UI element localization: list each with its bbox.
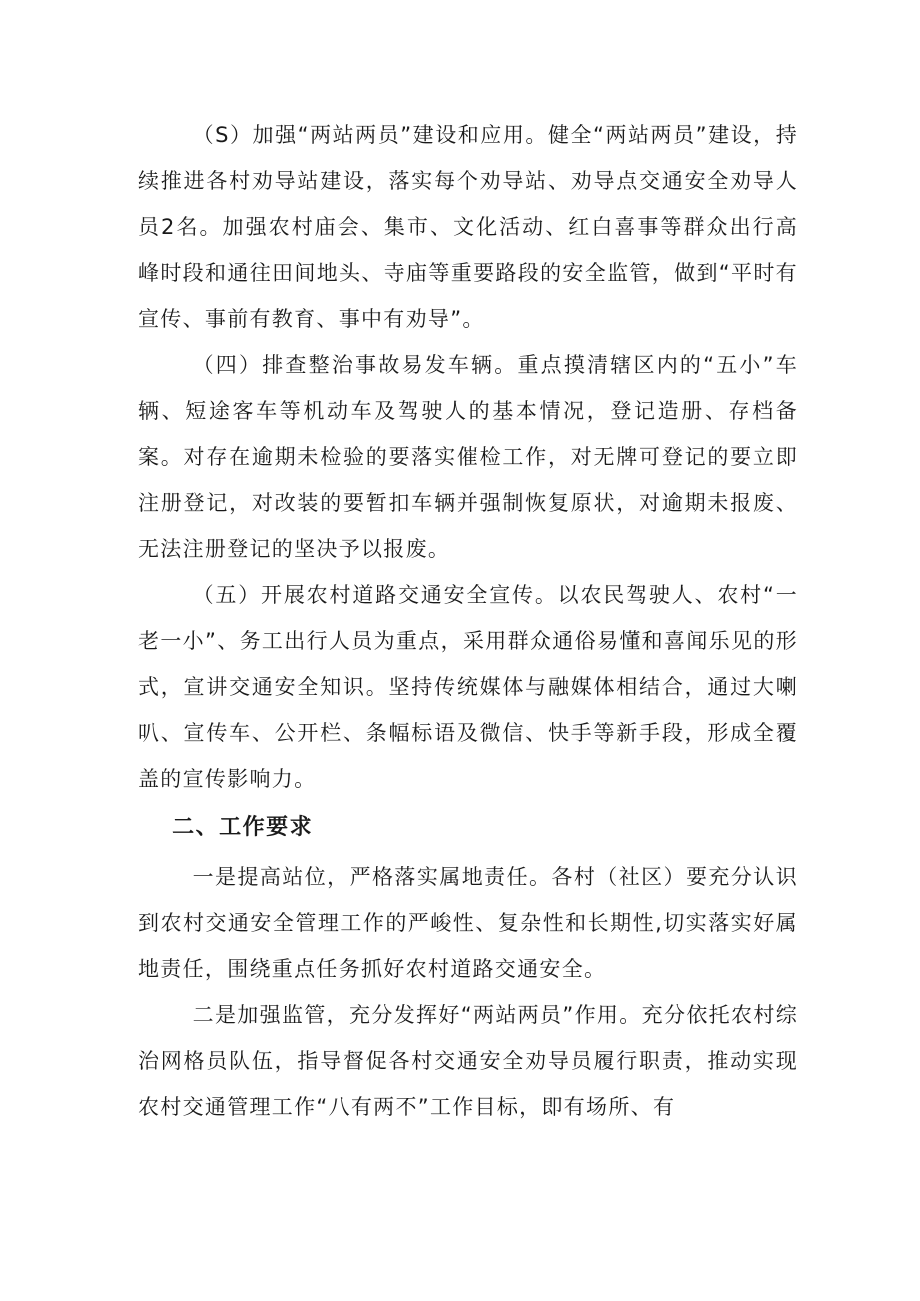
document-body [138, 112, 798, 1130]
paragraph-two-stations: （S）加强“两站两员”建设和应用。健全“两站两员”建设，持续推进各村劝导站建设，落实每个劝导站、劝导点交通安全劝导人员2名。加强农村庙会、集市、文化活动、红白喜事等群众出行高峰时段和通往田间地头、寺庙等重要路段的安全监管，做到“平时有宣传、事前有教育、事中有劝导”。 [138, 123, 798, 331]
paragraph-vehicle-inspection: （四）排查整治事故易发车辆。重点摸清辖区内的“五小”车辆、短途客车等机动车及驾驶人的基本情况，登记造册、存档备案。对存在逾期未检验的要落实催检工作，对无牌可登记的要立即注册登记，对改装的要暂扣车辆并强制恢复原状，对逾期未报废、无法注册登记的坚决予以报废。 [138, 353, 798, 561]
requirement-two: 二是加强监管，充分发挥好“两站两员”作用。充分依托农村综治网格员队伍，指导督促各村交通安全劝导员履行职责，推动实现农村交通管理工作“八有两不”工作目标，即有场所、有 [138, 1003, 798, 1119]
requirement-one: 一是提高站位，严格落实属地责任。各村（社区）要充分认识到农村交通安全管理工作的严峻性、复杂性和长期性,切实落实好属地责任，围绕重点任务抓好农村道路交通安全。 [138, 865, 798, 981]
section-heading-work-requirements: 二、工作要求 [172, 815, 314, 840]
paragraph-safety-publicity: （五）开展农村道路交通安全宣传。以农民驾驶人、农村“一老一小”、务工出行人员为重点，采用群众通俗易懂和喜闻乐见的形式，宣讲交通安全知识。坚持传统媒体与融媒体相结合，通过大喇叭、宣传车、公开栏、条幅标语及微信、快手等新手段，形成全覆盖的宣传影响力。 [138, 583, 798, 791]
